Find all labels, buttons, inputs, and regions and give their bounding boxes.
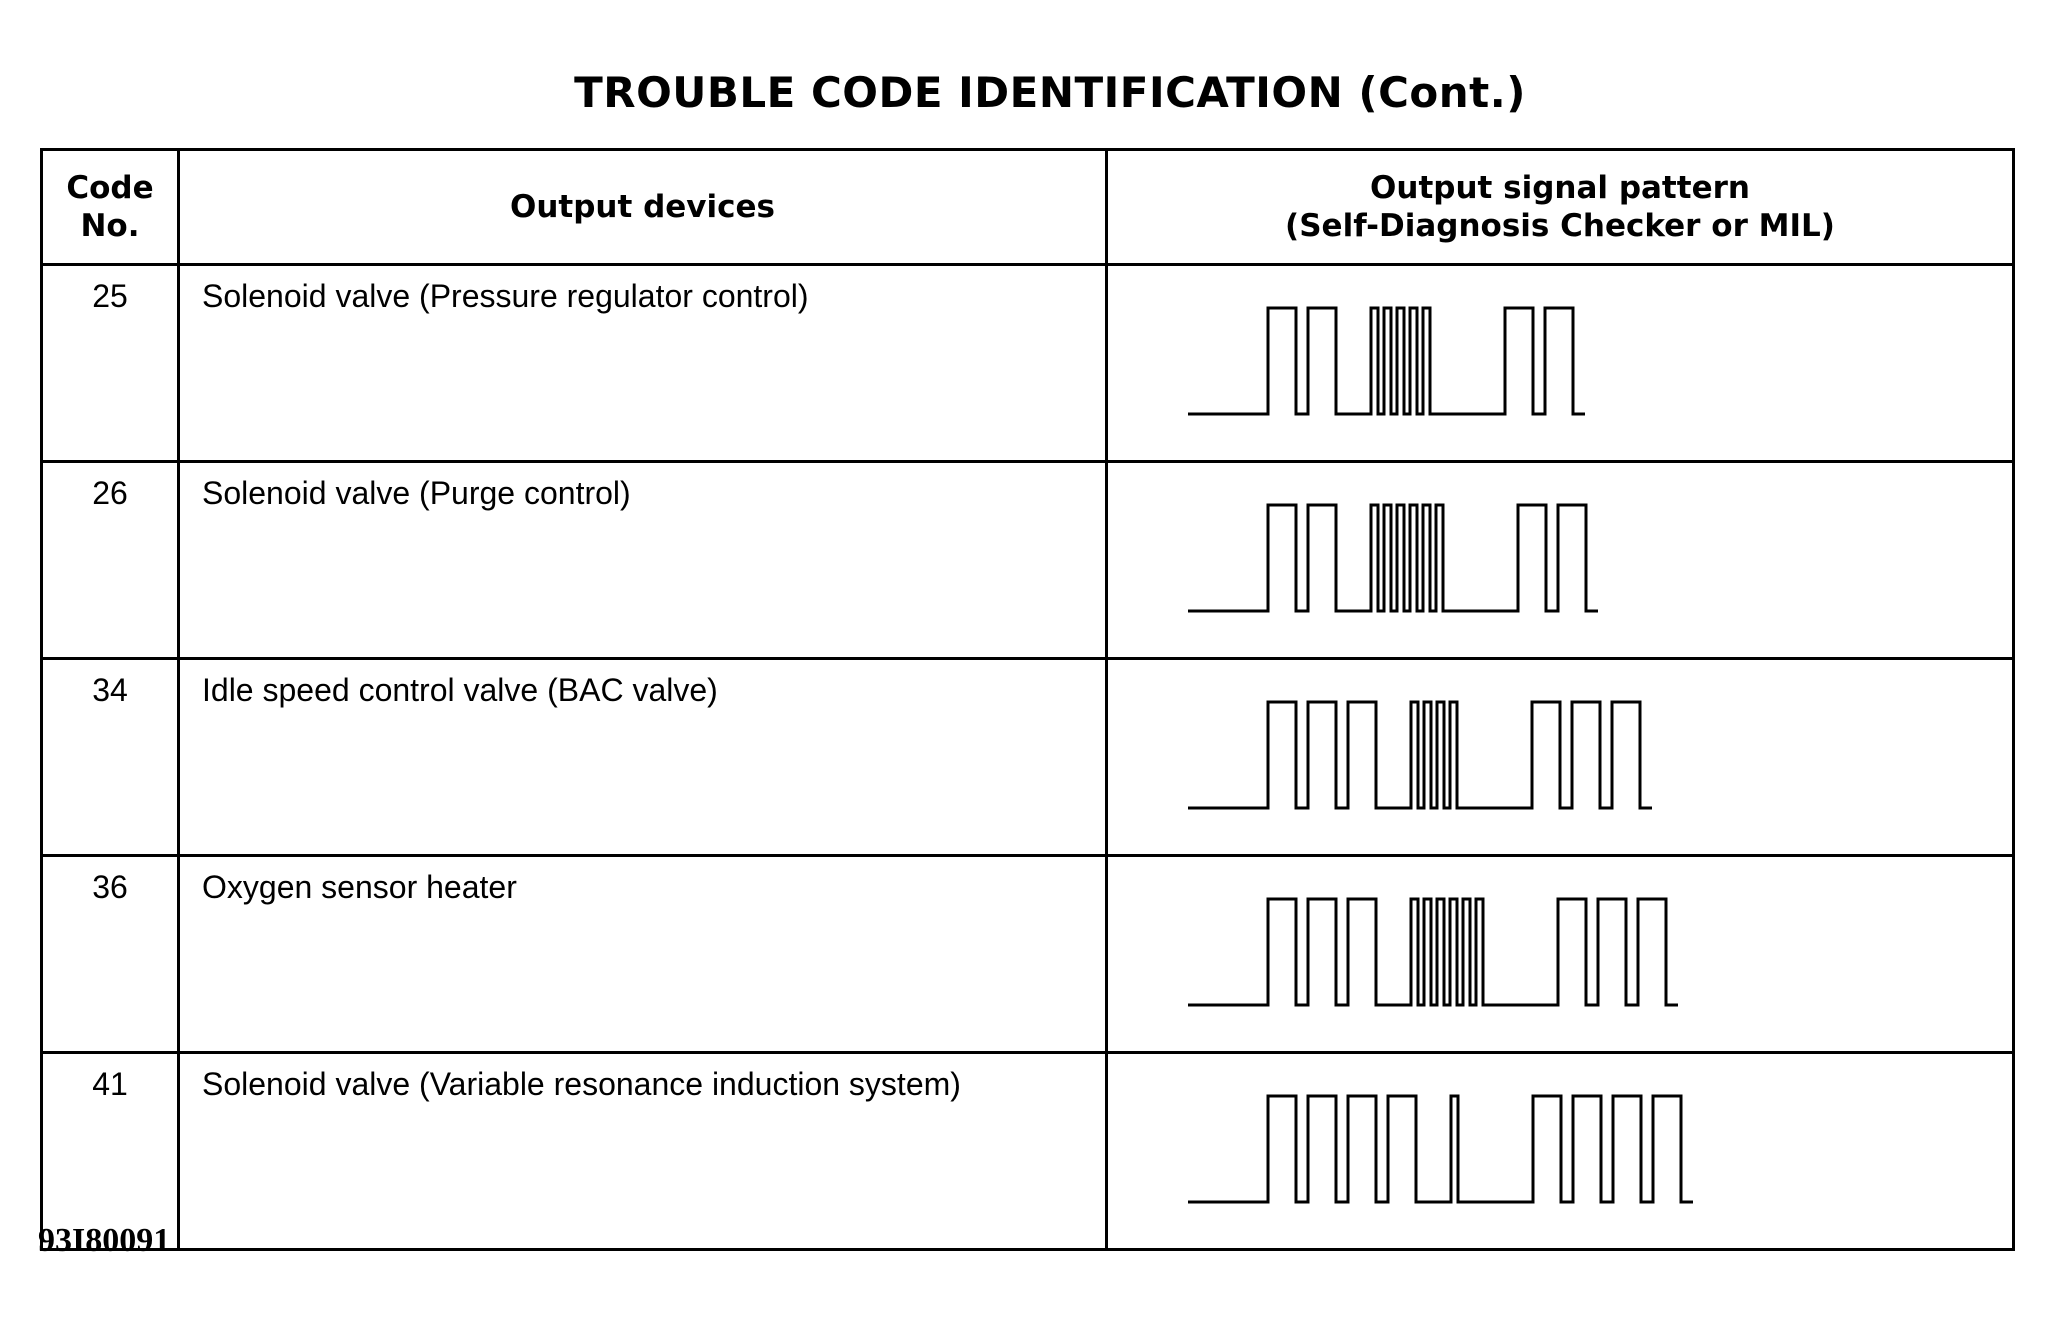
header-code-line1: Code <box>66 170 154 206</box>
signal-pattern-graphic <box>1108 660 2015 842</box>
table-row <box>42 462 2014 659</box>
signal-pattern-graphic <box>1108 857 2015 1039</box>
device-cell: Idle speed control valve (BAC valve) <box>179 659 1107 856</box>
table-row <box>42 856 2014 1053</box>
signal-waveform-25 <box>1188 308 1585 414</box>
header-output-signal-pattern <box>1107 150 2014 265</box>
device-cell: Oxygen sensor heater <box>179 856 1107 1053</box>
signal-pattern-cell <box>1107 462 2014 659</box>
device-cell: Solenoid valve (Pressure regulator control) <box>179 265 1107 462</box>
code-cell: 41 <box>42 1053 179 1250</box>
signal-pattern-cell <box>1107 659 2014 856</box>
signal-pattern-graphic <box>1108 1054 2015 1236</box>
device-cell: Solenoid valve (Variable resonance induction system) <box>179 1053 1107 1250</box>
header-code-no <box>42 150 179 265</box>
signal-waveform-34 <box>1188 702 1652 808</box>
figure-id: 93I80091 <box>38 1222 171 1259</box>
table-row <box>42 659 2014 856</box>
table-row <box>42 1053 2014 1250</box>
code-cell: 25 <box>42 265 179 462</box>
code-cell: 34 <box>42 659 179 856</box>
header-code-line2: No. <box>80 208 140 244</box>
header-output-devices: Output devices <box>179 150 1107 265</box>
signal-pattern-graphic <box>1108 266 2015 448</box>
device-cell: Solenoid valve (Purge control) <box>179 462 1107 659</box>
page-title: TROUBLE CODE IDENTIFICATION (Cont.) <box>574 68 1526 117</box>
signal-waveform-36 <box>1188 899 1678 1005</box>
signal-waveform-26 <box>1188 505 1598 611</box>
trouble-code-table <box>40 148 2015 1251</box>
code-cell: 26 <box>42 462 179 659</box>
header-pattern-line1: Output signal pattern <box>1370 170 1750 206</box>
header-pattern-line2: (Self-Diagnosis Checker or MIL) <box>1285 208 1835 244</box>
table-row <box>42 265 2014 462</box>
signal-waveform-41 <box>1188 1096 1693 1202</box>
signal-pattern-graphic <box>1108 463 2015 645</box>
signal-pattern-cell <box>1107 1053 2014 1250</box>
code-cell: 36 <box>42 856 179 1053</box>
signal-pattern-cell <box>1107 856 2014 1053</box>
signal-pattern-cell <box>1107 265 2014 462</box>
table-header-row <box>42 150 2014 265</box>
